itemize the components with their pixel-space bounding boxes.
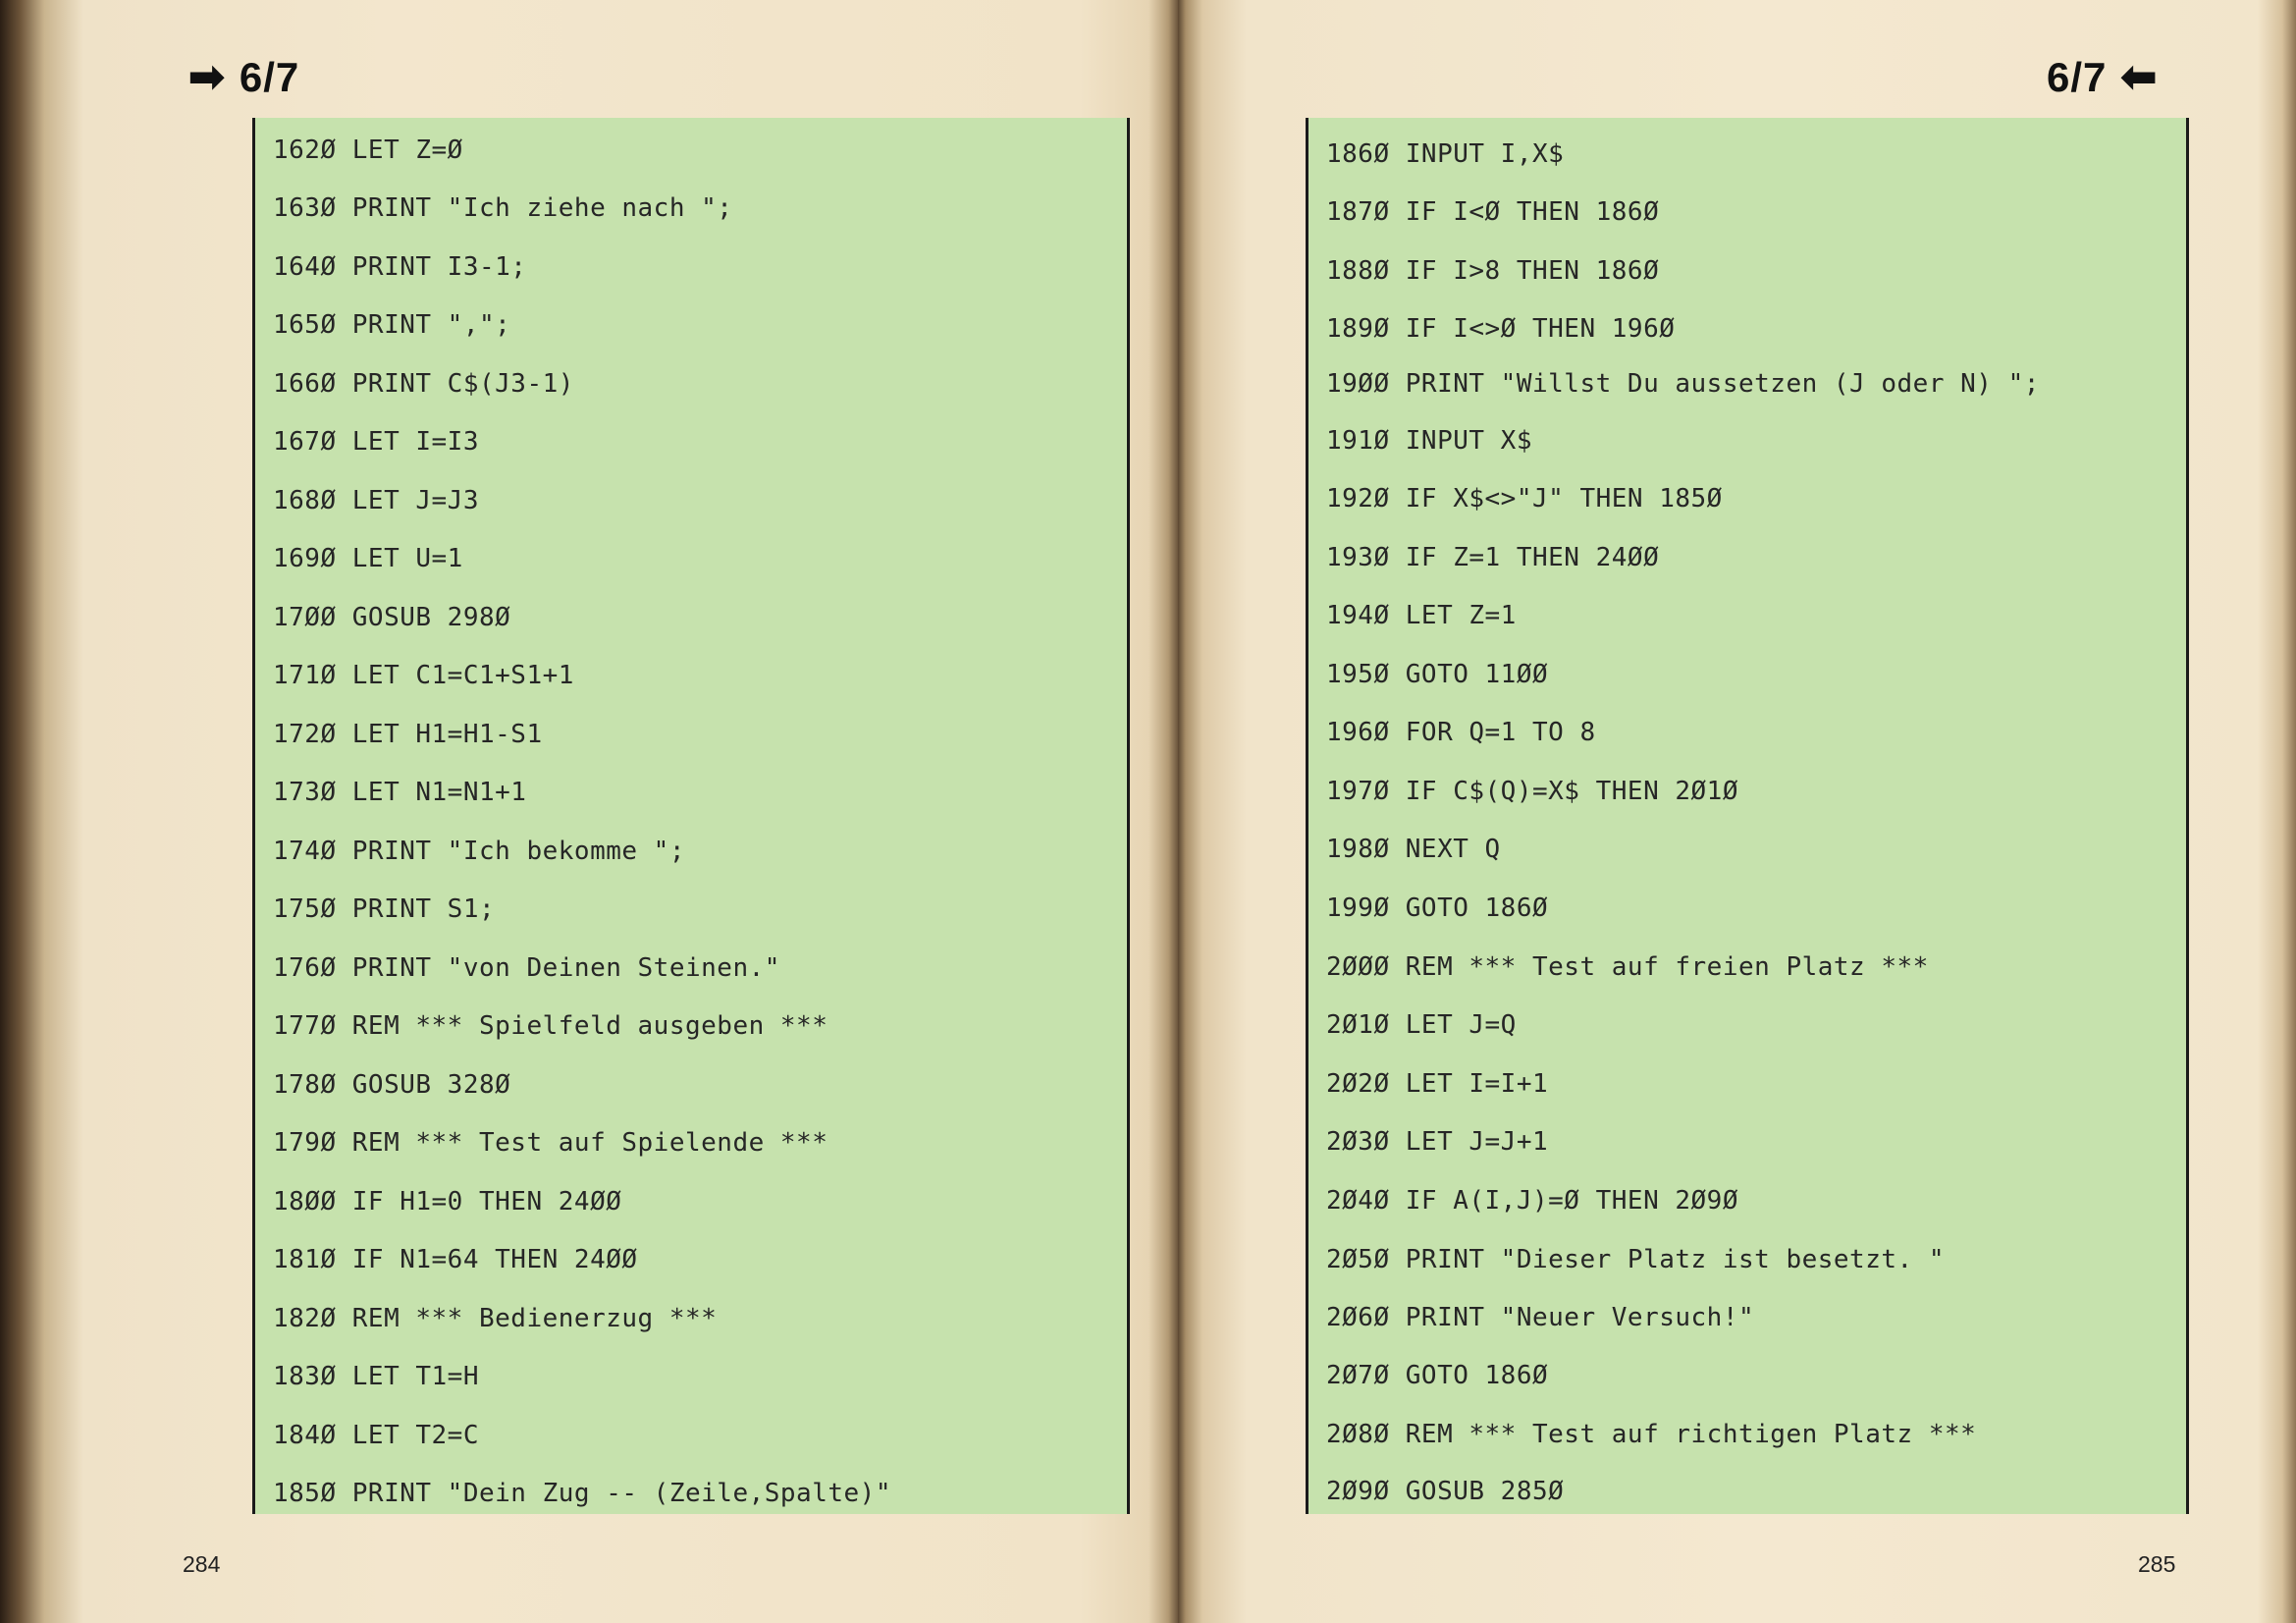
right-code-listing (1306, 118, 2189, 1514)
code-line: 179Ø REM *** Test auf Spielende *** (273, 1128, 828, 1158)
code-line: 196Ø FOR Q=1 TO 8 (1326, 718, 1596, 747)
code-line: 189Ø IF I<>Ø THEN 196Ø (1326, 314, 1676, 344)
code-line: 198Ø NEXT Q (1326, 835, 1501, 864)
code-line: 2ØØØ REM *** Test auf freien Platz *** (1326, 952, 1929, 982)
left-heading-label: 6/7 (239, 54, 300, 100)
code-line: 2Ø1Ø LET J=Q (1326, 1010, 1517, 1040)
code-line: 171Ø LET C1=C1+S1+1 (273, 661, 574, 690)
code-line: 192Ø IF X$<>"J" THEN 185Ø (1326, 484, 1723, 514)
code-line: 2Ø5Ø PRINT "Dieser Platz ist besetzt. " (1326, 1245, 1945, 1274)
code-line: 177Ø REM *** Spielfeld ausgeben *** (273, 1011, 828, 1041)
code-line: 178Ø GOSUB 328Ø (273, 1070, 511, 1100)
code-line: 195Ø GOTO 11ØØ (1326, 660, 1549, 689)
code-line: 174Ø PRINT "Ich bekomme "; (273, 837, 685, 866)
code-line: 166Ø PRINT C$(J3-1) (273, 369, 574, 399)
code-line: 18ØØ IF H1=0 THEN 24ØØ (273, 1187, 622, 1217)
left-page-number: 284 (183, 1551, 221, 1577)
code-line: 191Ø INPUT X$ (1326, 426, 1532, 456)
code-line: 176Ø PRINT "von Deinen Steinen." (273, 953, 780, 983)
code-line: 184Ø LET T2=C (273, 1421, 479, 1450)
code-line: 181Ø IF N1=64 THEN 24ØØ (273, 1245, 638, 1274)
code-line: 2Ø2Ø LET I=I+1 (1326, 1069, 1549, 1099)
code-line: 197Ø IF C$(Q)=X$ THEN 2Ø1Ø (1326, 777, 1738, 806)
left-code-listing (252, 118, 1130, 1514)
code-line: 175Ø PRINT S1; (273, 894, 496, 924)
code-line: 2Ø4Ø IF A(I,J)=Ø THEN 2Ø9Ø (1326, 1186, 1738, 1216)
code-line: 183Ø LET T1=H (273, 1362, 479, 1391)
code-line: 186Ø INPUT I,X$ (1326, 139, 1565, 169)
code-line: 187Ø IF I<Ø THEN 186Ø (1326, 197, 1660, 227)
code-line: 199Ø GOTO 186Ø (1326, 893, 1549, 923)
code-line: 162Ø LET Z=Ø (273, 135, 463, 165)
right-heading-label: 6/7 (2047, 54, 2108, 100)
right-heading (2047, 54, 2158, 101)
code-line: 163Ø PRINT "Ich ziehe nach "; (273, 193, 733, 223)
code-line: 164Ø PRINT I3-1; (273, 252, 527, 282)
code-line: 168Ø LET J=J3 (273, 486, 479, 515)
arrow-right-icon: ➡ (188, 53, 226, 101)
code-line: 2Ø7Ø GOTO 186Ø (1326, 1361, 1549, 1390)
code-line: 185Ø PRINT "Dein Zug -- (Zeile,Spalte)" (273, 1479, 891, 1508)
code-line: 193Ø IF Z=1 THEN 24ØØ (1326, 543, 1660, 572)
code-line: 19ØØ PRINT "Willst Du aussetzen (J oder N) "; (1326, 369, 2040, 399)
code-line: 165Ø PRINT ","; (273, 310, 511, 340)
left-heading (188, 54, 299, 101)
code-line: 172Ø LET H1=H1-S1 (273, 720, 543, 749)
code-line: 2Ø3Ø LET J=J+1 (1326, 1127, 1549, 1157)
code-line: 182Ø REM *** Bedienerzug *** (273, 1304, 718, 1333)
code-line: 169Ø LET U=1 (273, 544, 463, 573)
arrow-left-icon: ⬅ (2120, 53, 2159, 101)
right-page-number: 285 (2138, 1551, 2176, 1577)
code-line: 188Ø IF I>8 THEN 186Ø (1326, 256, 1660, 286)
code-line: 194Ø LET Z=1 (1326, 601, 1517, 630)
code-line: 2Ø9Ø GOSUB 285Ø (1326, 1477, 1565, 1506)
code-line: 173Ø LET N1=N1+1 (273, 778, 527, 807)
code-line: 2Ø6Ø PRINT "Neuer Versuch!" (1326, 1303, 1755, 1332)
code-line: 167Ø LET I=I3 (273, 427, 479, 457)
code-line: 17ØØ GOSUB 298Ø (273, 603, 511, 632)
code-line: 2Ø8Ø REM *** Test auf richtigen Platz *** (1326, 1420, 1977, 1449)
